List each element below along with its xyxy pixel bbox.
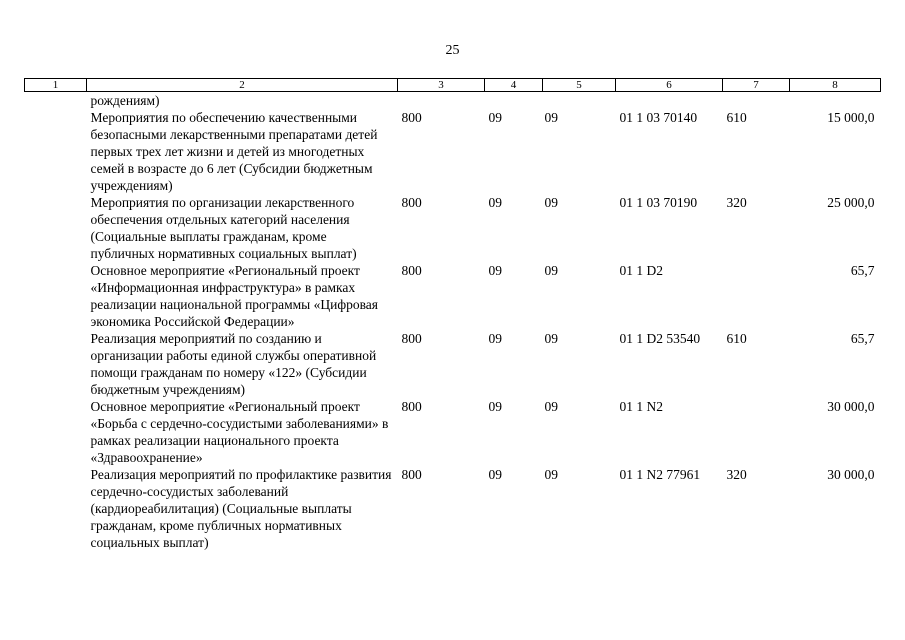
row-col-3: 800 <box>401 467 422 482</box>
row-col-7: 320 <box>726 195 747 210</box>
continuation-text: рождениям) <box>90 93 160 108</box>
row-col-3: 800 <box>401 399 422 414</box>
row-name: Реализация мероприятий по созданию и организации работы единой службы оперативной помощи гражданам по номеру «122» (Субсидии бюджетным учреждениям) <box>90 331 377 397</box>
cell-empty <box>543 92 616 110</box>
row-col-6: 01 1 03 70190 <box>619 195 698 210</box>
cell-empty <box>25 194 87 262</box>
header-col-1: 1 <box>25 79 87 92</box>
cell-empty <box>25 92 87 110</box>
row-col-5: 09 <box>544 399 558 414</box>
cell-empty <box>398 92 485 110</box>
row-col-7: 610 <box>726 110 747 125</box>
continuation-row <box>25 92 881 110</box>
row-name: Реализация мероприятий по профилактике развития сердечно-сосудистых заболеваний (кардиореабилитация) (Социальные выплаты гражданам, кроме публичных нормативных социальных выплат) <box>90 467 392 550</box>
row-col-4: 09 <box>488 467 502 482</box>
table-row <box>25 398 881 466</box>
cell-empty <box>616 92 723 110</box>
row-name: Основное мероприятие «Региональный проект «Информационная инфраструктура» в рамках реализации национальной программы «Цифровая экономика Российской Федерации» <box>90 263 378 329</box>
row-col-6: 01 1 D2 53540 <box>619 331 701 346</box>
row-col-5: 09 <box>544 331 558 346</box>
row-col-8: 15 000,0 <box>827 110 875 125</box>
row-name: Основное мероприятие «Региональный проект «Борьба с сердечно-сосудистыми заболеваниями» в рамках реализации национального проекта «Здравоохранение» <box>90 399 389 465</box>
header-col-5: 5 <box>543 79 616 92</box>
cell-empty <box>723 92 790 110</box>
row-col-4: 09 <box>488 195 502 210</box>
table-row <box>25 330 881 398</box>
row-col-3: 800 <box>401 110 422 125</box>
row-col-4: 09 <box>488 110 502 125</box>
row-col-6: 01 1 03 70140 <box>619 110 698 125</box>
cell-empty <box>790 92 881 110</box>
row-col-4: 09 <box>488 331 502 346</box>
row-col-6: 01 1 N2 77961 <box>619 467 701 482</box>
header-col-3: 3 <box>398 79 485 92</box>
cell-empty <box>25 330 87 398</box>
row-col-7 <box>723 262 790 330</box>
row-col-5: 09 <box>544 195 558 210</box>
table-row <box>25 109 881 194</box>
row-col-7: 610 <box>726 331 747 346</box>
table-row <box>25 194 881 262</box>
row-col-8: 65,7 <box>850 263 875 278</box>
cell-empty <box>25 262 87 330</box>
page-number: 25 <box>445 43 460 58</box>
cell-empty <box>25 466 87 551</box>
table-row <box>25 262 881 330</box>
cell-empty <box>485 92 543 110</box>
cell-empty <box>25 398 87 466</box>
row-col-8: 65,7 <box>850 331 875 346</box>
table-header <box>25 79 881 92</box>
header-row <box>25 79 881 92</box>
row-col-3: 800 <box>401 263 422 278</box>
table-row <box>25 466 881 551</box>
row-col-3: 800 <box>401 195 422 210</box>
row-name: Мероприятия по обеспечению качественными безопасными лекарственными препаратами детей первых трех лет жизни и детей из многодетных семей в возрасте до 6 лет (Субсидии бюджетным учреждениям) <box>90 110 378 193</box>
row-col-8: 30 000,0 <box>827 399 875 414</box>
table-body <box>25 92 881 552</box>
cell-empty <box>25 109 87 194</box>
row-col-3: 800 <box>401 331 422 346</box>
row-col-7 <box>723 398 790 466</box>
row-col-4: 09 <box>488 263 502 278</box>
header-col-7: 7 <box>723 79 790 92</box>
header-col-4: 4 <box>485 79 543 92</box>
row-col-6: 01 1 N2 <box>619 399 663 414</box>
header-col-6: 6 <box>616 79 723 92</box>
row-col-5: 09 <box>544 467 558 482</box>
header-col-2: 2 <box>87 79 398 92</box>
row-col-6: 01 1 D2 <box>619 263 663 278</box>
row-col-5: 09 <box>544 110 558 125</box>
row-col-4: 09 <box>488 399 502 414</box>
row-col-7: 320 <box>726 467 747 482</box>
row-col-5: 09 <box>544 263 558 278</box>
header-col-8: 8 <box>790 79 881 92</box>
row-name: Мероприятия по организации лекарственного обеспечения отдельных категорий населения (Социальные выплаты гражданам, кроме публичных нормативных социальных выплат) <box>90 195 357 261</box>
row-col-8: 30 000,0 <box>827 467 875 482</box>
row-col-8: 25 000,0 <box>827 195 875 210</box>
budget-table <box>24 78 881 551</box>
